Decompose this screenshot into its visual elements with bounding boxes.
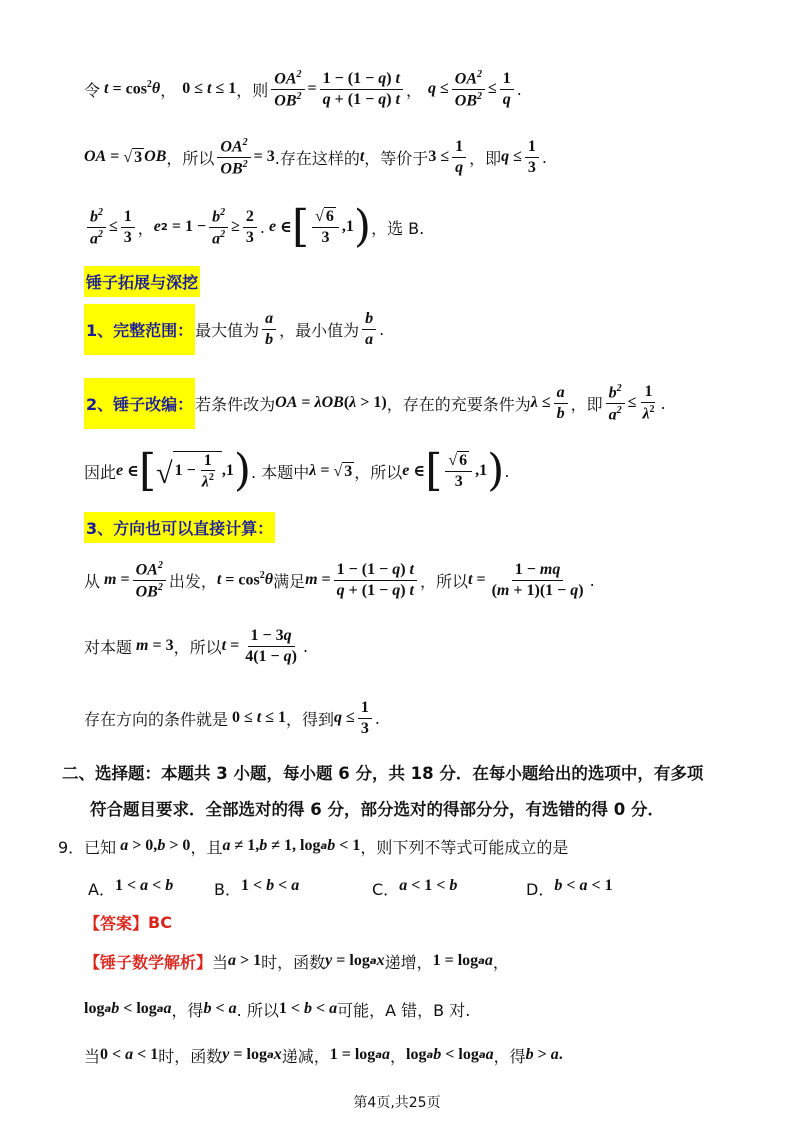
item-2: 2、锤子改编： 若条件改为 OA = λOB (λ > 1) ，存在的充要条件为 λ ≤ $\frac{a}{b}$ ，即 $\frac{b^2}{a^2}$ ≤ $\frac{1}{\lambda^2}$ . bbox=[84, 376, 666, 430]
direct-computation-line: 从 m = $\frac{OA^2}{OB^2}$ 出发， t = $\cos^2$ θ 满足 m = $\frac{1 - (1 - q) t}{q + (1 - q) t}$ ，所以 t = $\frac{1 - mq}{(m + 1)(1 - q)}$ . bbox=[84, 559, 595, 600]
derivation-line-2: OA = √ 3 OB ，所以 $\frac{OA^2}{OB^2}$ = 3 .存在这样的 t ，等价于 3 ≤ $\frac{1}{q}$ ，即 q ≤ $\frac{1}{3}$ . bbox=[84, 136, 547, 177]
derivation-line-3: $\frac{b^2}{a^2}$ ≤ $\frac{1}{3}$ ， e 2 = 1 − $\frac{b^2}{a^2}$ ≥ $\frac{2}{3}$ . e ∈ [ √ 6 3 ,1 ) ，选 B. bbox=[84, 198, 424, 256]
fraction: $\frac{1}{\lambda^2}$ bbox=[642, 383, 655, 423]
m-equals-3-line: 对本题 m = 3 ，所以 t = $\frac{1 - 3q}{4(1 - q)}$ . bbox=[84, 626, 309, 665]
fraction: $\frac{b^2}{a^2}$ bbox=[87, 207, 106, 248]
fraction: $\frac{1}{3}$ bbox=[525, 138, 539, 176]
fraction: $\frac{1 - (1 - q) t}{q + (1 - q) t}$ bbox=[320, 70, 403, 108]
option-a[interactable]: A． 1 < a < b bbox=[88, 876, 174, 899]
fraction: $\frac{a}{b}$ bbox=[554, 384, 568, 422]
fraction: $\frac{OA^2}{OB^2}$ bbox=[452, 69, 485, 110]
fraction: $\frac{a}{b}$ bbox=[262, 310, 276, 348]
fraction: √ 6 3 bbox=[445, 451, 472, 490]
item-3: 3、方向也可以直接计算： bbox=[84, 512, 275, 542]
range-line: 因此 e ∈ [ √ 1 − $\frac{1}{\lambda^2}$ ,1 ) . 本题中 λ = √ 3 ，所以 e ∈ [ √ 6 3 ,1 ) . bbox=[84, 445, 510, 496]
fraction: $\frac{1}{3}$ bbox=[358, 699, 372, 737]
option-d[interactable]: D． b < a < 1 bbox=[526, 876, 613, 899]
fraction: $\frac{OA^2}{OB^2}$ bbox=[217, 137, 250, 178]
fraction: $\frac{2}{3}$ bbox=[243, 208, 257, 246]
fraction: $\frac{1}{q}$ bbox=[452, 138, 466, 176]
analysis-line-3: 当 0 < a < 1 时，函数 y = log a x 递减， 1 = log a a ， log a b < log a a ，得 b > a . bbox=[84, 1046, 563, 1066]
analysis-line-1: 【锤子数学解析】 当 a > 1 时，函数 y = log a x 递增， 1 = log a a ， bbox=[84, 952, 509, 972]
fraction: $\frac{b}{a}$ bbox=[362, 310, 376, 348]
option-b[interactable]: B． 1 < b < a bbox=[214, 876, 300, 899]
existence-condition-line: 存在方向的条件就是 0 ≤ t ≤ 1 ，得到 q ≤ $\frac{1}{3}$ . bbox=[84, 698, 380, 737]
section-2-instructions-line-2: 符合题目要求．全部选对的得 6 分，部分选对的得部分分，有选错的得 0 分． bbox=[90, 800, 664, 819]
fraction: $\frac{1}{3}$ bbox=[121, 208, 135, 246]
answer-line: 【答案】 BC bbox=[84, 912, 172, 933]
fraction: $\frac{b^2}{a^2}$ bbox=[606, 383, 625, 424]
options-row bbox=[88, 874, 613, 902]
fraction: $\frac{1 - (1 - q) t}{q + (1 - q) t}$ bbox=[334, 561, 417, 599]
fraction: $\frac{b^2}{a^2}$ bbox=[209, 207, 228, 248]
item-1: 1、完整范围： 最大值为 $\frac{a}{b}$ ，最小值为 $\frac{b}{a}$ . bbox=[84, 302, 384, 356]
derivation-line-1: 令 t = $\cos^2$ θ ， 0 ≤ t ≤ 1 ，则 $\frac{OA^2}{OB^2}$ = $\frac{1 - (1 - q) t}{q + (1 - q) t}$ ， q ≤ $\frac{OA^2}{OB^2}$ ≤ $\frac{1}{q}$ . bbox=[84, 68, 522, 109]
question-9: 9．已知 a > 0, b > 0 ，且 a ≠ 1, b ≠ 1, log a b < 1 ，则下列不等式可能成立的是 bbox=[58, 837, 569, 857]
fraction: √ 6 3 bbox=[312, 207, 339, 246]
option-c[interactable]: C． a < 1 < b bbox=[372, 876, 458, 899]
fraction: $\frac{1}{q}$ bbox=[500, 70, 514, 108]
fraction: $\frac{1 - 3q}{4(1 - q)}$ bbox=[245, 626, 297, 665]
fraction: $\frac{OA^2}{OB^2}$ bbox=[133, 560, 166, 601]
page-footer: 第4页,共25页 bbox=[353, 1095, 441, 1111]
section-2-instructions-line-1: 二、选择题：本题共 3 小题，每小题 6 分，共 18 分．在每小题给出的选项中，有多项 bbox=[62, 764, 704, 783]
fraction: $\frac{1 - mq}{(m + 1)(1 - q)}$ bbox=[491, 560, 584, 599]
analysis-line-2: log a b < log a a ，得 b < a . 所以 1 < b < a 可能，A 错，B 对. bbox=[84, 1000, 471, 1020]
extension-heading: 锤子拓展与深挖 bbox=[84, 266, 200, 296]
fraction: $\frac{OA^2}{OB^2}$ bbox=[271, 69, 304, 110]
fraction: $\frac{1}{\lambda^2}$ bbox=[201, 451, 214, 491]
